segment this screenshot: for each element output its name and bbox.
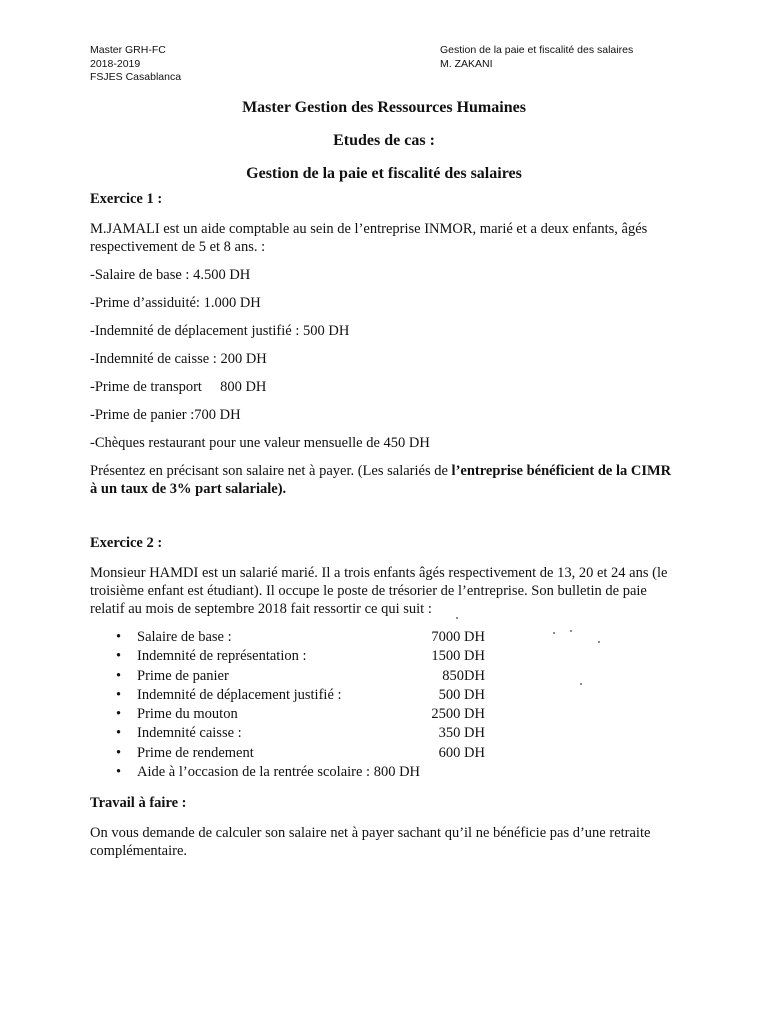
- bullet-icon: •: [116, 725, 122, 742]
- scan-speck: [570, 630, 572, 632]
- list-item: [90, 705, 680, 724]
- ex1-item: -Prime de panier :700 DH: [90, 407, 241, 423]
- ex1-item: -Indemnité de caisse : 200 DH: [90, 351, 267, 367]
- main-title: Master Gestion des Ressources Humaines: [242, 99, 526, 116]
- header-program: Master GRH-FC: [90, 44, 166, 56]
- exercise-2-intro: Monsieur HAMDI est un salarié marié. Il a trois enfants âgés respectivement de 13, 20 et 24 ans (le troisième enfant est étudiant). Il occupe le poste de trésorier de l’entreprise. Son bulletin de paie relatif au mois de septembre 2018 fait ressortir ce qui suit :: [90, 565, 668, 617]
- exercise-1-conclusion: [90, 462, 680, 498]
- item-value: 500 DH: [438, 686, 485, 703]
- bullet-icon: •: [116, 764, 122, 781]
- item-value: 850DH: [442, 667, 485, 684]
- item-label: Prime de panier: [137, 667, 229, 684]
- list-item: [90, 667, 680, 686]
- bullet-icon: •: [116, 686, 122, 703]
- header-course: Gestion de la paie et fiscalité des salaires: [440, 44, 634, 56]
- topic-title: Gestion de la paie et fiscalité des salaires: [246, 165, 522, 182]
- item-value: 7000 DH: [431, 629, 485, 645]
- item-value: 350 DH: [438, 725, 485, 742]
- item-label: Indemnité caisse :: [137, 725, 242, 742]
- item-label: Indemnité de déplacement justifié :: [137, 686, 342, 703]
- list-item: [90, 628, 680, 647]
- conclusion-text: Présentez en précisant son salaire net à payer. (Les salariés de: [90, 463, 452, 479]
- header-author: M. ZAKANI: [440, 57, 493, 70]
- ex1-item: -Prime d’assiduité: 1.000 DH: [90, 295, 261, 311]
- bullet-icon: •: [116, 629, 122, 645]
- header-faculty: FSJES Casablanca: [90, 71, 182, 83]
- work-text: On vous demande de calculer son salaire net à payer sachant qu’il ne bénéficie pas d’une retraite complémentaire.: [90, 825, 651, 860]
- ex1-item: -Salaire de base : 4.500 DH: [90, 267, 251, 283]
- ex2-item-list: [90, 628, 680, 782]
- header-year: 2018-2019: [90, 57, 141, 70]
- conclusion-emphasis: l’entreprise bénéficient de la CIMR à un taux de 3% part salariale).: [90, 463, 672, 497]
- list-item: [90, 763, 680, 782]
- bullet-icon: •: [116, 648, 122, 665]
- document-body: [90, 190, 680, 870]
- scan-speck: [598, 641, 600, 643]
- item-value: 600 DH: [438, 744, 485, 761]
- item-label: Indemnité de représentation :: [137, 648, 307, 665]
- section-spacer: [90, 508, 680, 534]
- item-label: Salaire de base :: [137, 629, 232, 645]
- scan-speck: [553, 632, 555, 634]
- header-left: [90, 44, 181, 85]
- exercise-1-intro: M.JAMALI est un aide comptable au sein de l’entreprise INMOR, marié et a deux enfants, âgés respectivement de 5 et 8 ans. :: [90, 221, 648, 255]
- item-value: 2500 DH: [431, 706, 485, 723]
- sub-title: Etudes de cas :: [333, 132, 435, 149]
- work-title: Travail à faire :: [90, 795, 187, 812]
- exercise-1-title: Exercice 1 :: [90, 191, 163, 207]
- list-item: [90, 724, 680, 743]
- scan-speck: [456, 617, 458, 619]
- list-item: [90, 744, 680, 763]
- scan-speck: [580, 683, 582, 685]
- ex1-item: -Prime de transport 800 DH: [90, 379, 267, 395]
- list-item: [90, 686, 680, 705]
- bullet-icon: •: [116, 706, 122, 723]
- bullet-icon: •: [116, 667, 122, 684]
- item-label: Prime du mouton: [137, 706, 238, 723]
- exercise-2-title: Exercice 2 :: [90, 535, 163, 551]
- item-value: 1500 DH: [431, 648, 485, 665]
- list-item: [90, 647, 680, 666]
- bullet-icon: •: [116, 744, 122, 761]
- item-label: Aide à l’occasion de la rentrée scolaire : 800 DH: [137, 764, 421, 781]
- document-titles: [90, 98, 678, 197]
- item-label: Prime de rendement: [137, 744, 254, 761]
- ex1-item: -Chèques restaurant pour une valeur mensuelle de 450 DH: [90, 435, 430, 451]
- header-right: [440, 44, 633, 71]
- ex1-item: -Indemnité de déplacement justifié : 500 DH: [90, 323, 350, 339]
